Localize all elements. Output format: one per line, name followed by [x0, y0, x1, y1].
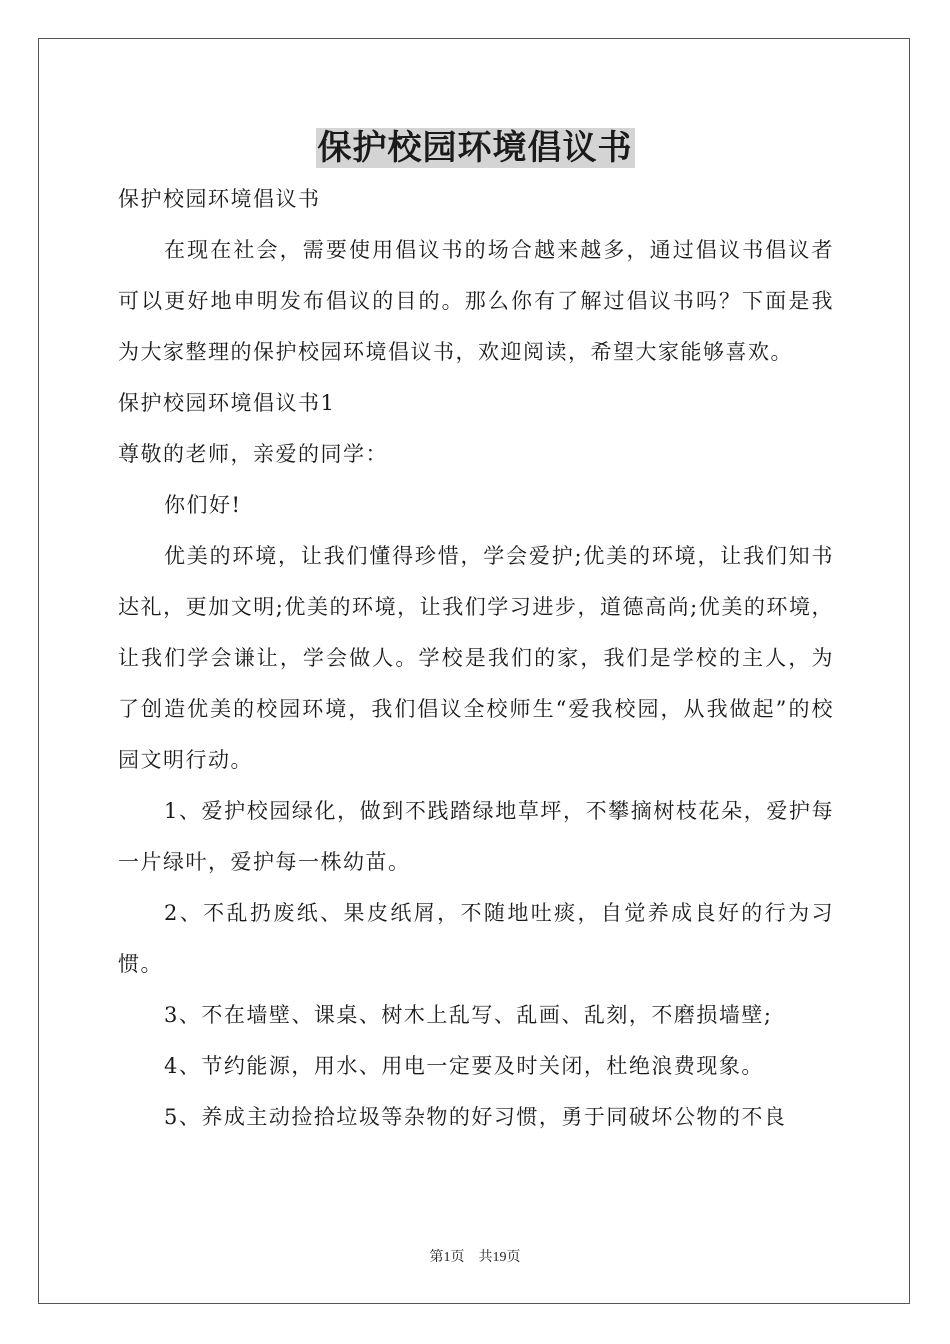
document-title-text: 保护校园环境倡议书 [317, 128, 633, 168]
paragraph: 4、节约能源，用水、用电一定要及时关闭，杜绝浪费现象。 [164, 1054, 764, 1078]
page-footer [0, 1246, 950, 1266]
document-body [118, 174, 834, 1143]
paragraph: 3、不在墙壁、课桌、树木上乱写、乱画、乱刻，不磨损墙壁; [164, 1003, 773, 1027]
paragraph: 保护校园环境倡议书1 [118, 391, 336, 415]
paragraph: 1、爱护校园绿化，做到不践踏绿地草坪，不攀摘树枝花朵，爱护每一片绿叶，爱护每一株幼苗。 [118, 799, 834, 874]
paragraph: 优美的环境，让我们懂得珍惜，学会爱护;优美的环境，让我们知书达礼，更加文明;优美的环境，让我们学习进步，道德高尚;优美的环境，让我们学会谦让，学会做人。学校是我们的家，我们是学校的主人，为了创造优美的校园环境，我们倡议全校师生“爱我校园，从我做起”的校园文明行动。 [118, 544, 834, 772]
document-title [0, 126, 950, 170]
paragraph: 你们好! [164, 493, 242, 517]
paragraph: 尊敬的老师，亲爱的同学： [118, 442, 388, 466]
paragraph: 2、不乱扔废纸、果皮纸屑，不随地吐痰，自觉养成良好的行为习惯。 [118, 901, 834, 976]
page-total: 共19页 [478, 1250, 521, 1265]
paragraph: 保护校园环境倡议书 [118, 187, 321, 211]
paragraph: 5、养成主动捡拾垃圾等杂物的好习惯，勇于同破坏公物的不良 [164, 1105, 787, 1129]
paragraph: 在现在社会，需要使用倡议书的场合越来越多，通过倡议书倡议者可以更好地申明发布倡议的目的。那么你有了解过倡议书吗？下面是我为大家整理的保护校园环境倡议书，欢迎阅读，希望大家能够喜欢。 [118, 238, 834, 364]
page-number: 第1页 [429, 1250, 465, 1265]
